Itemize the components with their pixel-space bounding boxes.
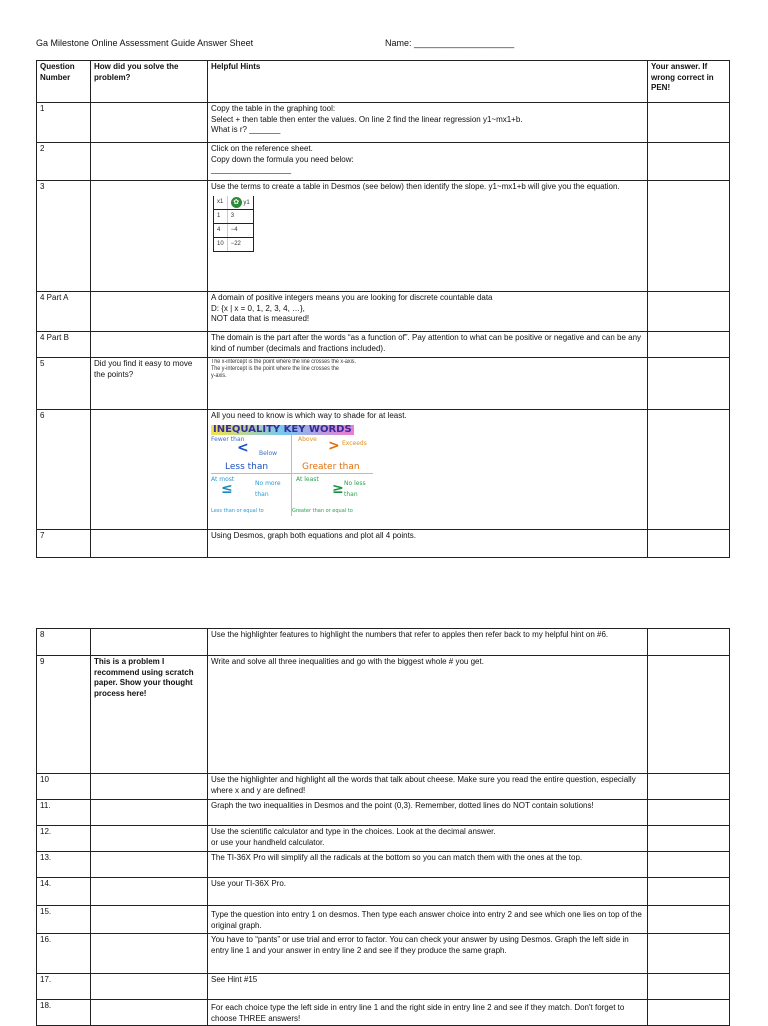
table-row xyxy=(37,181,730,292)
answer-cell[interactable] xyxy=(648,143,730,181)
name-field-label: Name: ____________________ xyxy=(385,38,515,48)
answer-cell[interactable] xyxy=(648,800,730,826)
how-cell[interactable] xyxy=(91,181,208,292)
answer-cell[interactable] xyxy=(648,530,730,558)
hint-cell: Use the highlighter features to highlight the numbers that refer to apples then refer back to my helpful hint on #6. xyxy=(208,629,648,656)
question-number: 8 xyxy=(37,629,91,656)
answer-cell[interactable] xyxy=(648,103,730,143)
desmos-table-example: x1 ✿ y1 1 3 4 −4 10 −22 xyxy=(213,196,254,253)
table-row xyxy=(37,800,730,826)
table-row xyxy=(37,143,730,181)
question-number: 16. xyxy=(37,934,91,974)
hint-cell: Copy the table in the graphing tool: Select + then table then enter the values. On line 2 find the linear regression y1~mx1+b. What is r? _______ xyxy=(208,103,648,143)
answer-cell[interactable] xyxy=(648,852,730,878)
hint-cell: Type the question into entry 1 on desmos. Then type each answer choice into entry 2 and see which one lies on top of the original graph. xyxy=(208,906,648,934)
hint-cell: Use the highlighter and highlight all the words that talk about cheese. Make sure you read the entire question, especially where x and y are defined! xyxy=(208,774,648,800)
how-cell[interactable] xyxy=(91,410,208,530)
sheet-title: Ga Milestone Online Assessment Guide Answer Sheet xyxy=(36,38,254,48)
col-header-answer: Your answer. If wrong correct in PEN! xyxy=(648,61,730,103)
answer-cell[interactable] xyxy=(648,1000,730,1026)
how-cell[interactable] xyxy=(91,530,208,558)
how-cell[interactable] xyxy=(91,826,208,852)
how-cell[interactable] xyxy=(91,800,208,826)
table-row xyxy=(37,358,730,410)
hint-cell: Use the scientific calculator and type in the choices. Look at the decimal answer. or use your handheld calculator. xyxy=(208,826,648,852)
answer-cell[interactable] xyxy=(648,629,730,656)
hint-cell: Use the terms to create a table in Desmos (see below) then identify the slope. y1~mx1+b will give you the equation. x1 ✿ y1 1 3 4 −4 10 −22 xyxy=(208,181,648,292)
question-number: 18. xyxy=(37,1000,91,1026)
table-row xyxy=(37,906,730,934)
question-number: 17. xyxy=(37,974,91,1000)
hint-cell: You have to “pants” or use trial and error to factor. You can check your answer by using Desmos. Graph the left side in entry line 1 and your answer in entry line 2 and see if they produce the same graph. xyxy=(208,934,648,974)
table-row xyxy=(37,332,730,358)
table-row xyxy=(37,410,730,530)
mini-table-head-y: y1 xyxy=(243,199,250,206)
how-cell[interactable] xyxy=(91,974,208,1000)
page-header xyxy=(36,38,726,52)
answer-cell[interactable] xyxy=(648,774,730,800)
how-cell[interactable] xyxy=(91,878,208,906)
how-cell[interactable] xyxy=(91,852,208,878)
how-cell[interactable] xyxy=(91,332,208,358)
question-number: 2 xyxy=(37,143,91,181)
answer-cell[interactable] xyxy=(648,878,730,906)
answer-cell[interactable] xyxy=(648,934,730,974)
question-number: 10 xyxy=(37,774,91,800)
table-row xyxy=(37,629,730,656)
hint-cell: A domain of positive integers means you are looking for discrete countable data D: {x | x = 0, 1, 2, 3, 4, …}, NOT data that is measured! xyxy=(208,292,648,332)
table-row xyxy=(37,934,730,974)
table-header-row xyxy=(37,61,730,103)
hint-cell: Graph the two inequalities in Desmos and the point (0,3). Remember, dotted lines do NOT contain solutions! xyxy=(208,800,648,826)
answer-cell[interactable] xyxy=(648,410,730,530)
question-number: 9 xyxy=(37,656,91,774)
how-cell[interactable] xyxy=(91,629,208,656)
table-row xyxy=(37,774,730,800)
hint-cell: For each choice type the left side in entry line 1 and the right side in entry line 2 and see if they match. Don't forget to choose THREE answers! xyxy=(208,1000,648,1026)
desmos-palette-icon: ✿ xyxy=(231,197,242,208)
table-row xyxy=(37,974,730,1000)
table-row xyxy=(37,878,730,906)
col-header-hints: Helpful Hints xyxy=(208,61,648,103)
inequality-key-words-graphic: INEQUALITY KEY WORDS Fewer than < Below Less than Above > Exceeds Greater than At most ≤ No more than Less than or equal to At least ≥ No less than Greater than or equal to xyxy=(211,425,373,517)
question-number: 15. xyxy=(37,906,91,934)
how-cell[interactable] xyxy=(91,1000,208,1026)
col-header-question: Question Number xyxy=(37,61,91,103)
hint-cell xyxy=(208,358,648,410)
hint-cell: The domain is the part after the words “as a function of”. Pay attention to what can be positive or negative and can be any kind of number (decimals and fractions included). xyxy=(208,332,648,358)
question-number: 13. xyxy=(37,852,91,878)
question-number: 1 xyxy=(37,103,91,143)
table-row xyxy=(37,826,730,852)
table-row xyxy=(37,1000,730,1026)
table-row xyxy=(37,656,730,774)
table-row xyxy=(37,292,730,332)
hint-cell: Click on the reference sheet. Copy down the formula you need below: __________________ xyxy=(208,143,648,181)
hint-cell: All you need to know is which way to shade for at least. INEQUALITY KEY WORDS Fewer than < Below Less than Above > Exceeds Greater than At most ≤ No more than Less than or equal to At least ≥ No less than Greater than or equal to xyxy=(208,410,648,530)
intercept-note: The x-intercept is the point where the line crosses the x-axis. The y-intercept is the point where the line crosses the y-axis. xyxy=(211,359,356,379)
how-cell[interactable] xyxy=(91,143,208,181)
how-cell[interactable] xyxy=(91,774,208,800)
col-header-how: How did you solve the problem? xyxy=(91,61,208,103)
answer-cell[interactable] xyxy=(648,656,730,774)
answer-cell[interactable] xyxy=(648,906,730,934)
hint-cell: Use your TI-36X Pro. xyxy=(208,878,648,906)
table-row xyxy=(37,103,730,143)
graphic-title: INEQUALITY KEY WORDS xyxy=(213,423,352,435)
answer-cell[interactable] xyxy=(648,292,730,332)
question-number: 14. xyxy=(37,878,91,906)
how-cell[interactable] xyxy=(91,292,208,332)
mini-table-head-x: x1 xyxy=(214,196,228,210)
how-cell[interactable]: This is a problem I recommend using scratch paper. Show your thought process here! xyxy=(91,656,208,774)
hint-cell: The TI-36X Pro will simplify all the radicals at the bottom so you can match them with the ones at the top. xyxy=(208,852,648,878)
answer-cell[interactable] xyxy=(648,358,730,410)
how-cell[interactable]: Did you find it easy to move the points? xyxy=(91,358,208,410)
answer-cell[interactable] xyxy=(648,332,730,358)
hint-cell: See Hint #15 xyxy=(208,974,648,1000)
answer-cell[interactable] xyxy=(648,181,730,292)
question-number: 4 Part A xyxy=(37,292,91,332)
question-number: 6 xyxy=(37,410,91,530)
answer-sheet-table-continued xyxy=(36,628,730,1026)
table-row xyxy=(37,530,730,558)
question-number: 4 Part B xyxy=(37,332,91,358)
question-number: 5 xyxy=(37,358,91,410)
answer-sheet-table xyxy=(36,60,730,558)
hint-cell: Using Desmos, graph both equations and plot all 4 points. xyxy=(208,530,648,558)
table-row xyxy=(37,852,730,878)
question-number: 11. xyxy=(37,800,91,826)
answer-cell[interactable] xyxy=(648,826,730,852)
how-cell[interactable] xyxy=(91,103,208,143)
how-cell[interactable] xyxy=(91,934,208,974)
question-number: 12. xyxy=(37,826,91,852)
answer-cell[interactable] xyxy=(648,974,730,1000)
question-number: 7 xyxy=(37,530,91,558)
how-cell[interactable] xyxy=(91,906,208,934)
hint-cell: Write and solve all three inequalities and go with the biggest whole # you get. xyxy=(208,656,648,774)
question-number: 3 xyxy=(37,181,91,292)
